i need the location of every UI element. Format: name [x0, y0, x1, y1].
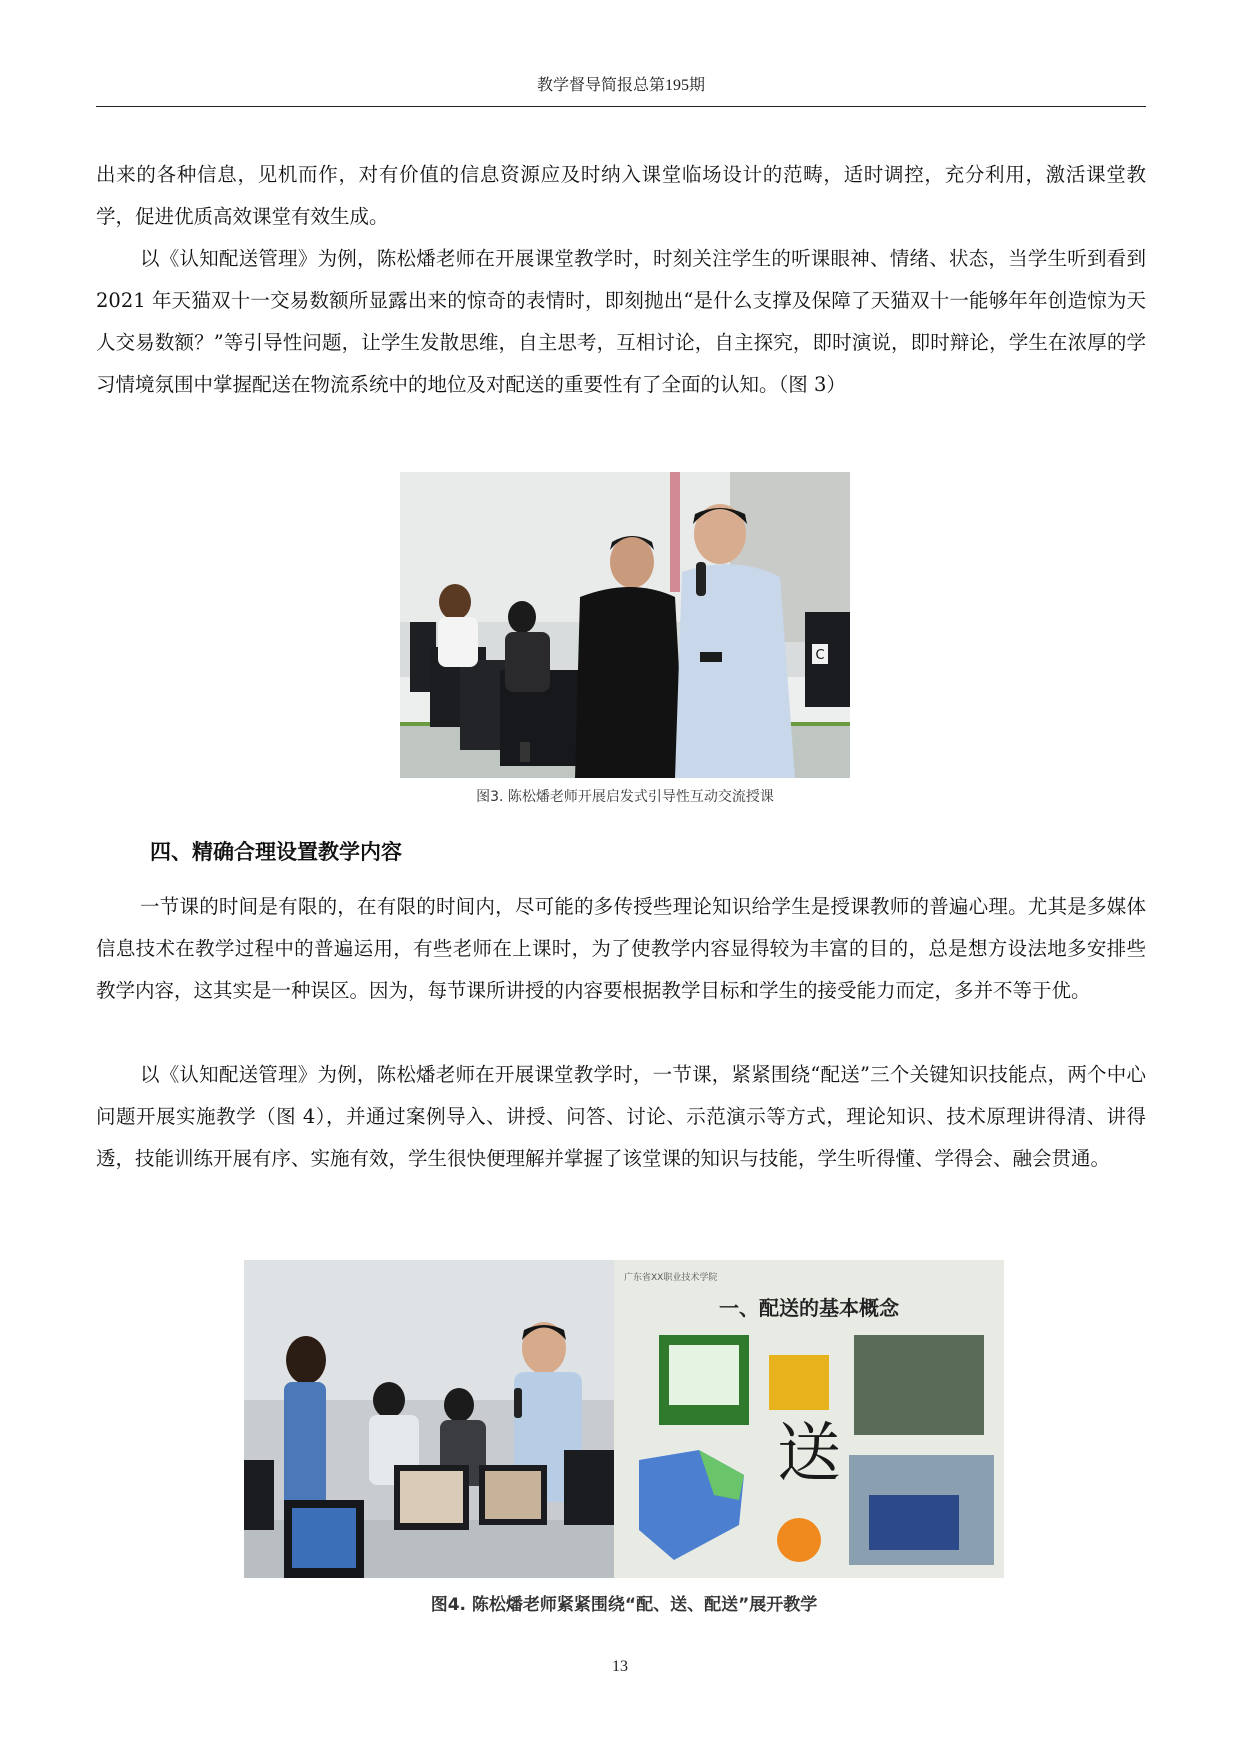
page-number: 13	[612, 1658, 628, 1675]
paragraph-4: 以《认知配送管理》为例，陈松燔老师在开展课堂教学时，一节课，紧紧围绕“配送”三个关键知识技能点，两个中心问题开展实施教学（图 4），并通过案例导入、讲授、问答、讨论、示范演示等方式，理论知识、技术原理讲得清、讲得透，技能训练开展有序、实施有效，学生很快便理解并掌握了该堂课的知识与技能，学生听得懂、学得会、融会贯通。	[96, 1063, 1146, 1170]
paragraph-1: 出来的各种信息，见机而作，对有价值的信息资源应及时纳入课堂临场设计的范畴，适时调控，充分利用，激活课堂教学，促进优质高效课堂有效生成。	[96, 163, 1146, 228]
running-header-title: 教学督导简报总第195期	[536, 77, 705, 94]
slide-big-character: 送	[777, 1417, 841, 1491]
section-4-heading: 四、精确合理设置教学内容	[150, 840, 402, 864]
classroom-photo-image	[400, 472, 850, 778]
monitor-c-label: C	[815, 648, 825, 663]
figure-3-photo	[400, 472, 850, 778]
classroom-slide-image	[244, 1260, 1004, 1578]
slide-title: 一、配送的基本概念	[719, 1296, 899, 1320]
paragraph-2: 以《认知配送管理》为例，陈松燔老师在开展课堂教学时，时刻关注学生的听课眼神、情绪、状态，当学生听到看到 2021 年天猫双十一交易数额所显露出来的惊奇的表情时，即刻抛出“是什么支撑及保障了天猫双十一能够年年创造惊为天人交易数额？”等引导性问题，让学生发散思维，自主思考，互相讨论，自主探究，即时演说，即时辩论，学生在浓厚的学习情境氛围中掌握配送在物流系统中的地位及对配送的重要性有了全面的认知。（图 3）	[96, 247, 1146, 396]
running-header	[96, 66, 1146, 107]
paragraph-3: 一节课的时间是有限的，在有限的时间内，尽可能的多传授些理论知识给学生是授课教师的普遍心理。尤其是多媒体信息技术在教学过程中的普遍运用，有些老师在上课时，为了使教学内容显得较为丰富的目的，总是想方设法地多安排些教学内容，这其实是一种误区。因为，每节课所讲授的内容要根据教学目标和学生的接受能力而定，多并不等于优。	[96, 895, 1146, 1002]
figure-3-caption: 图3. 陈松燔老师开展启发式引导性互动交流授课	[476, 789, 774, 805]
slide-school-name: 广东省XX职业技术学院	[624, 1273, 718, 1283]
figure-4-photo	[244, 1260, 1004, 1578]
figure-4-caption: 图4. 陈松燔老师紧紧围绕“配、送、配送”展开教学	[430, 1595, 818, 1615]
